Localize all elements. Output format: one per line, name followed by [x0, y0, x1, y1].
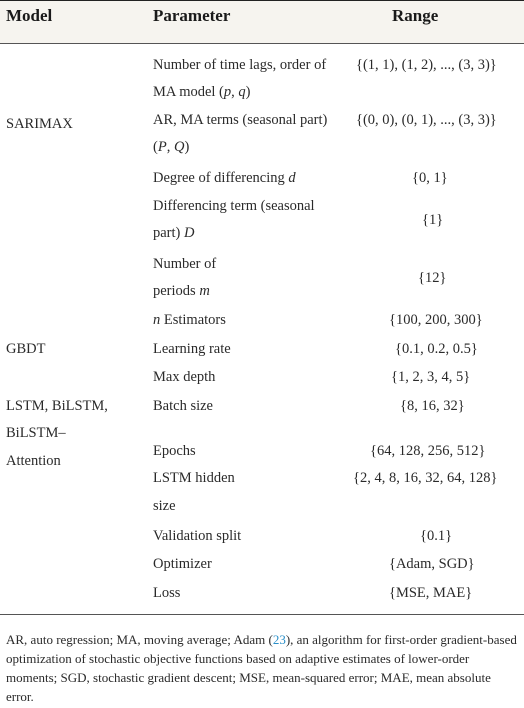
range-row-8: {1, 2, 3, 4, 5} [391, 369, 471, 385]
table-header-band [0, 0, 524, 43]
range-row-2: {(0, 0), (0, 1), ..., (3, 3)} [356, 112, 497, 128]
param-row-2-line-2: (P, Q) [153, 139, 190, 155]
param-row-10: Epochs [153, 443, 196, 459]
range-row-3: {0, 1} [412, 170, 448, 186]
bottom-rule [0, 614, 524, 615]
param-row-11-line-1: LSTM hidden [153, 470, 235, 486]
param-row-1-line-1: Number of time lags, order of [153, 57, 327, 73]
range-row-10: {64, 128, 256, 512} [370, 443, 486, 459]
param-row-9: Batch size [153, 398, 213, 414]
param-row-4-line-2: part) D [153, 225, 195, 241]
param-row-5-line-2: periods m [153, 283, 210, 299]
range-row-11: {2, 4, 8, 16, 32, 64, 128} [353, 470, 498, 486]
param-row-11-line-2: size [153, 498, 176, 514]
range-row-4: {1} [422, 212, 444, 228]
range-row-5: {12} [418, 270, 447, 286]
param-row-1-line-2: MA model (p, q) [153, 84, 251, 100]
table-footnote [6, 630, 518, 706]
range-row-13: {Adam, SGD} [389, 556, 475, 572]
citation-link[interactable]: 23 [272, 632, 286, 647]
param-row-5-line-1: Number of [153, 256, 217, 272]
header-rule [0, 43, 524, 44]
footnote-text-end: ), an algorithm for first-order gradient-based optimization of stochastic objective functions based on adaptive estimates of lower-order moments; SGD, stochastic gradient descent; MSE, mean-squared error; MAE, mean absolute error. [6, 632, 517, 704]
range-row-7: {0.1, 0.2, 0.5} [395, 341, 478, 357]
header-parameter: Parameter [153, 6, 231, 25]
range-row-14: {MSE, MAE} [389, 585, 473, 601]
model-sarimax: SARIMAX [6, 116, 73, 132]
param-row-14: Loss [153, 585, 181, 601]
range-row-6: {100, 200, 300} [389, 312, 483, 328]
header-range: Range [392, 6, 439, 25]
range-row-1: {(1, 1), (1, 2), ..., (3, 3)} [356, 57, 497, 73]
top-rule [0, 0, 524, 1]
footnote-text-start: AR, auto regression; MA, moving average; Adam ( [6, 632, 273, 647]
model-lstm-line3: Attention [6, 453, 61, 469]
model-gbdt: GBDT [6, 341, 46, 357]
param-row-12: Validation split [153, 528, 242, 544]
range-row-9: {8, 16, 32} [400, 398, 465, 414]
param-row-8: Max depth [153, 369, 216, 385]
param-row-4-line-1: Differencing term (seasonal [153, 198, 315, 214]
param-row-7: Learning rate [153, 341, 231, 357]
model-lstm-line2: BiLSTM– [6, 425, 66, 441]
model-lstm-line1: LSTM, BiLSTM, [6, 398, 108, 414]
param-row-6: n Estimators [153, 312, 226, 328]
header-model: Model [6, 6, 53, 25]
param-row-3: Degree of differencing d [153, 170, 296, 186]
param-row-2-line-1: AR, MA terms (seasonal part) [153, 112, 328, 128]
range-row-12: {0.1} [420, 528, 453, 544]
param-row-13: Optimizer [153, 556, 212, 572]
